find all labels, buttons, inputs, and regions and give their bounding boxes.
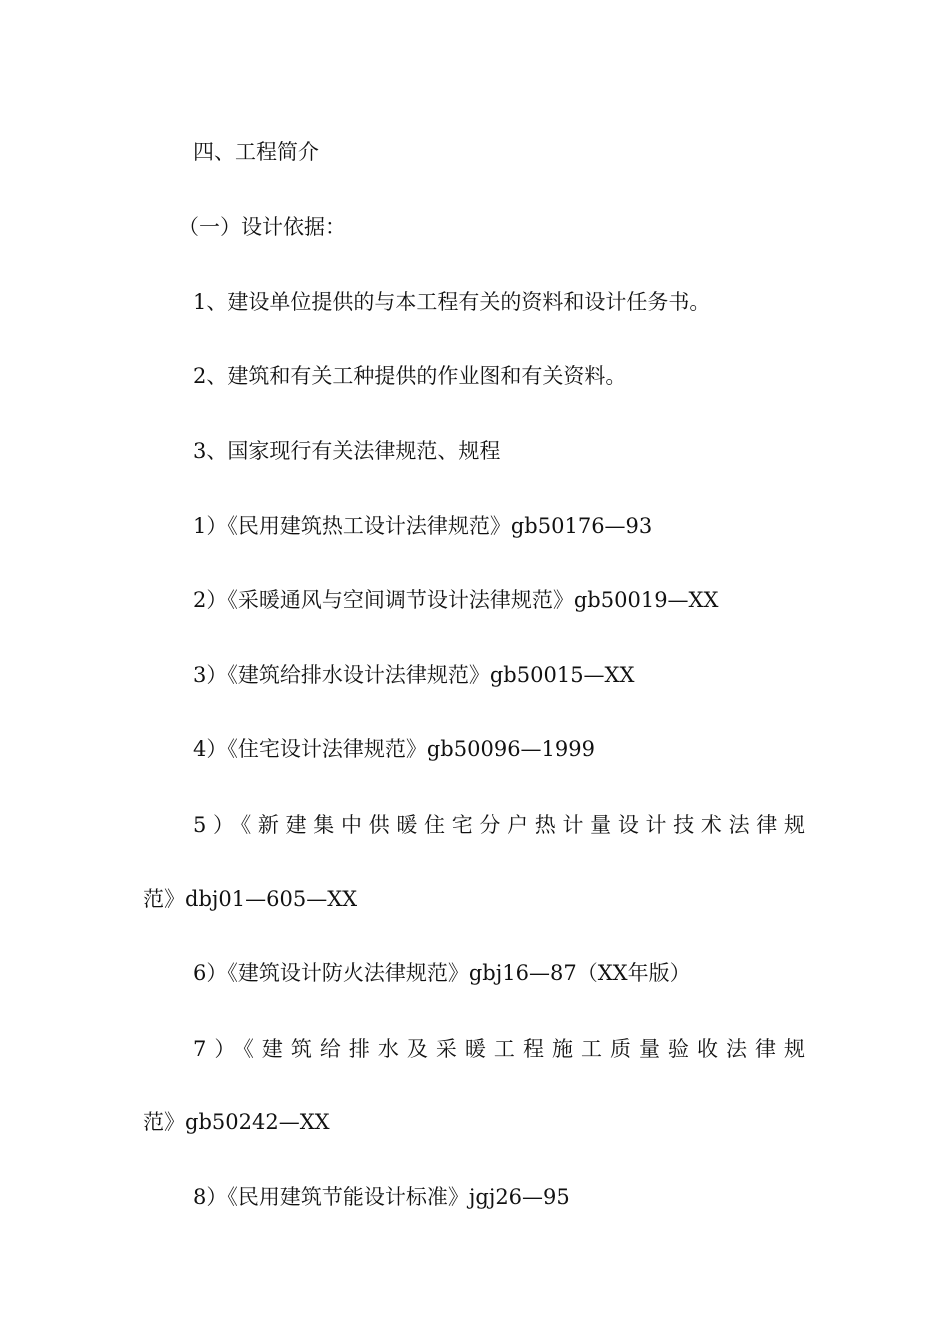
standard-item-7-line-2: 范》gb50242—XX: [143, 1110, 330, 1134]
basis-item-3: 3、国家现行有关法律规范、规程: [193, 439, 501, 463]
basis-item-1: 1、建设单位提供的与本工程有关的资料和设计任务书。: [193, 290, 711, 314]
standard-item-5-line-1: 5）《新建集中供暖住宅分户热计量设计技术法律规: [193, 813, 805, 837]
standard-item-7-line-1: 7）《建筑给排水及采暖工程施工质量验收法律规: [193, 1037, 805, 1061]
section-heading: 四、工程简介: [193, 140, 319, 164]
subsection-heading: （一）设计依据：: [178, 215, 346, 239]
standard-item-2: 2）《采暖通风与空间调节设计法律规范》gb50019—XX: [193, 588, 719, 612]
standard-item-6: 6）《建筑设计防火法律规范》gbj16—87（XX年版）: [193, 961, 691, 985]
standard-item-3: 3）《建筑给排水设计法律规范》gb50015—XX: [193, 663, 635, 687]
standard-item-4: 4）《住宅设计法律规范》gb50096—1999: [193, 737, 595, 761]
standard-item-5-line-2: 范》dbj01—605—XX: [143, 887, 358, 911]
basis-item-2: 2、建筑和有关工种提供的作业图和有关资料。: [193, 364, 627, 388]
standard-item-1: 1）《民用建筑热工设计法律规范》gb50176—93: [193, 514, 653, 538]
standard-item-8: 8）《民用建筑节能设计标准》jgj26—95: [193, 1185, 570, 1209]
